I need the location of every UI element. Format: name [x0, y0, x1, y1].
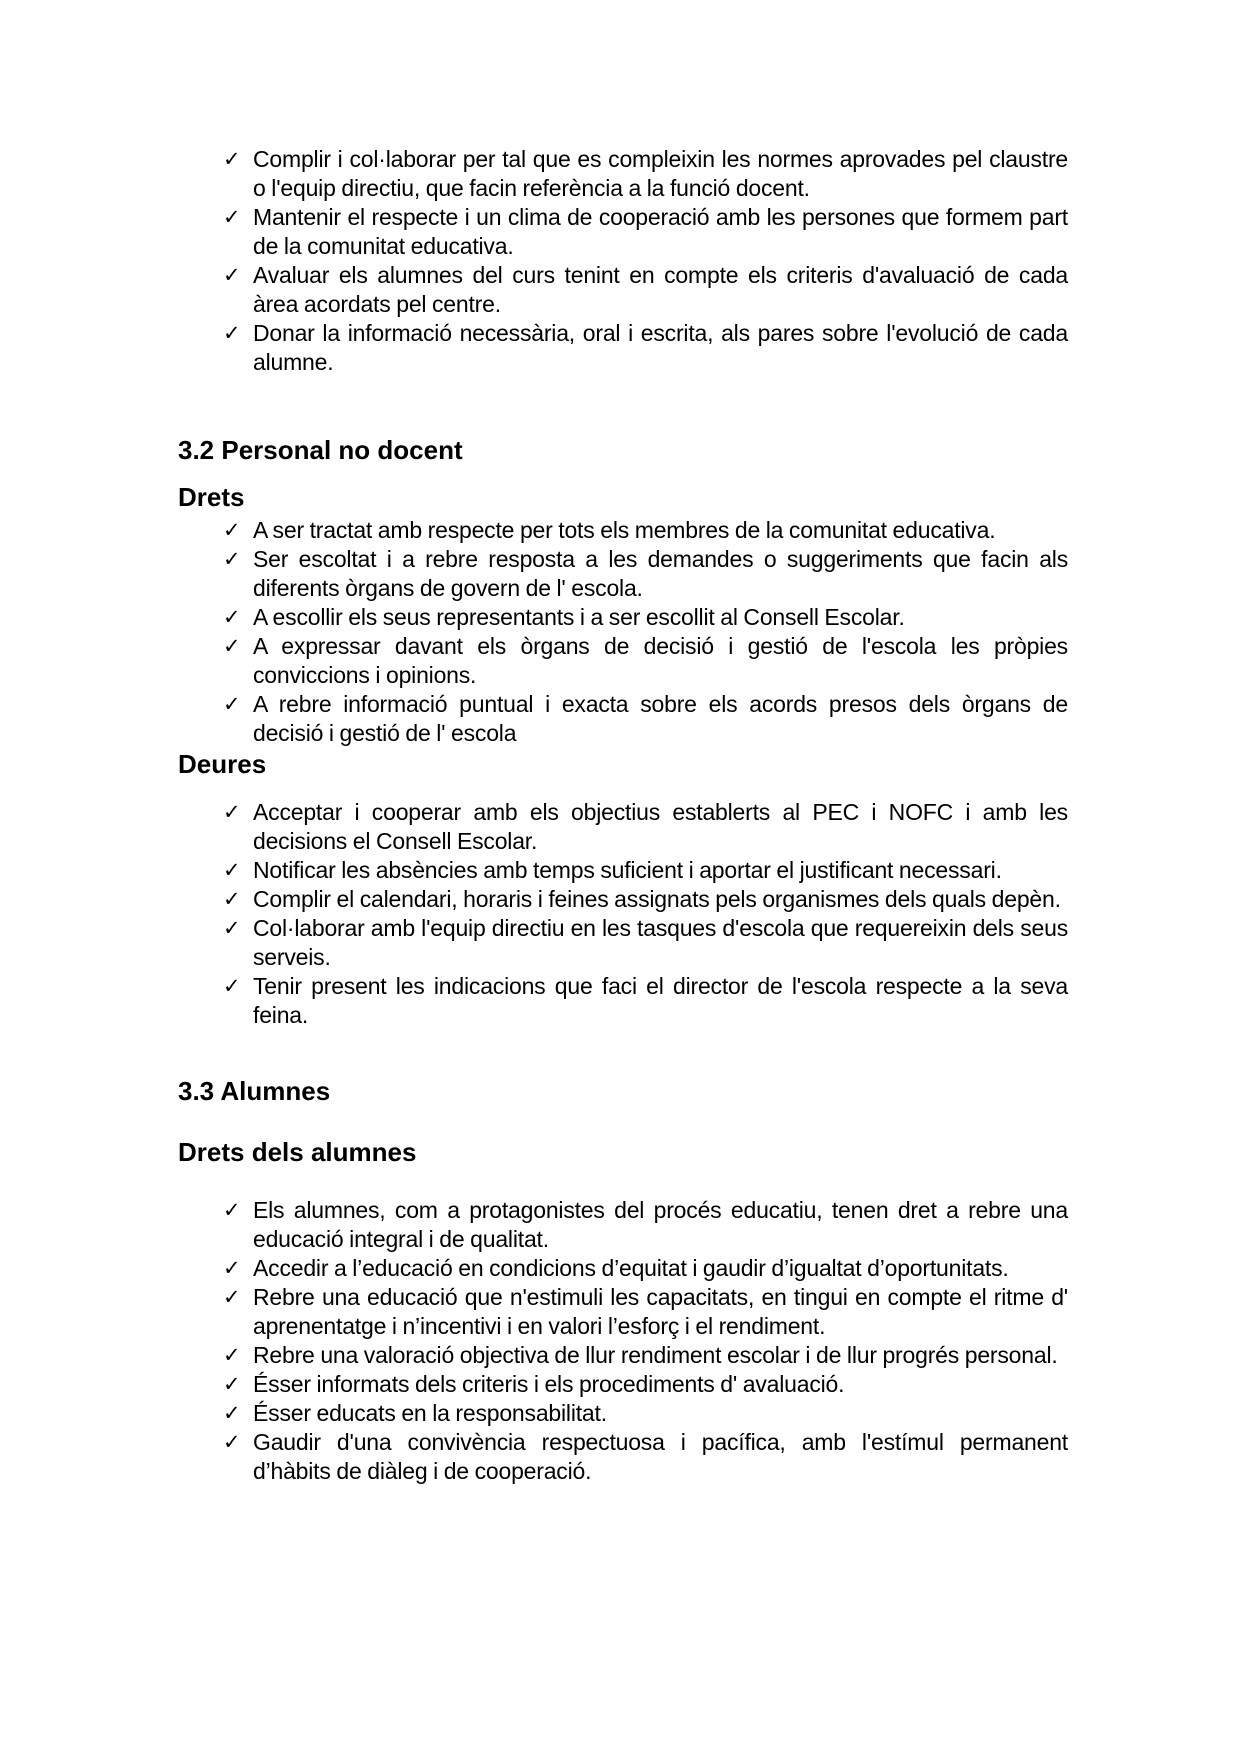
checkmark-icon: ✓ [223, 859, 241, 882]
checkmark-icon: ✓ [223, 1402, 241, 1425]
list-item-text: Notificar les absències amb temps suficient i aportar el justificant necessari. [253, 857, 1002, 883]
list-item [178, 972, 1068, 1030]
list-item-text: A escollir els seus representants i a ser escollit al Consell Escolar. [253, 604, 905, 630]
list-item-text: Complir el calendari, horaris i feines assignats pels organismes dels quals depèn. [253, 886, 1061, 912]
checkmark-icon: ✓ [223, 693, 241, 716]
checkmark-icon: ✓ [223, 975, 241, 998]
sub-heading: Drets [178, 482, 245, 512]
list-item [178, 632, 1068, 690]
list-item-text: Avaluar els alumnes del curs tenint en compte els criteris d'avaluació de cada àrea acordats pel centre. [253, 262, 1068, 317]
list-item-text: Ésser educats en la responsabilitat. [253, 1400, 607, 1426]
checkmark-icon: ✓ [223, 635, 241, 658]
checkmark-icon: ✓ [223, 801, 241, 824]
list-item [178, 1341, 1068, 1370]
checkmark-icon: ✓ [223, 1431, 241, 1454]
list-item [178, 914, 1068, 972]
list-item-text: Tenir present les indicacions que faci el director de l'escola respecte a la seva feina. [253, 973, 1068, 1028]
list-item [178, 516, 1068, 545]
list-item [178, 1196, 1068, 1254]
list-item-text: Rebre una valoració objectiva de llur rendiment escolar i de llur progrés personal. [253, 1342, 1058, 1368]
checkmark-icon: ✓ [223, 917, 241, 940]
checkmark-icon: ✓ [223, 519, 241, 542]
list-item-text: Rebre una educació que n'estimuli les capacitats, en tingui en compte el ritme d' aprenentatge i n’incentivi i en valori l’esforç i el rendiment. [253, 1284, 1068, 1339]
list-item-text: A expressar davant els òrgans de decisió i gestió de l'escola les pròpies conviccions i opinions. [253, 633, 1068, 688]
list-item [178, 1370, 1068, 1399]
list-item-text: A ser tractat amb respecte per tots els membres de la comunitat educativa. [253, 517, 996, 543]
checkmark-icon: ✓ [223, 264, 241, 287]
checkmark-icon: ✓ [223, 206, 241, 229]
list-item [178, 1283, 1068, 1341]
list-item [178, 261, 1068, 319]
section-heading: 3.2 Personal no docent [178, 435, 463, 465]
list-item-text: Els alumnes, com a protagonistes del procés educatiu, tenen dret a rebre una educació integral i de qualitat. [253, 1197, 1068, 1252]
checkmark-icon: ✓ [223, 322, 241, 345]
checkmark-icon: ✓ [223, 888, 241, 911]
checkmark-icon: ✓ [223, 606, 241, 629]
list-item [178, 603, 1068, 632]
list-item-text: Donar la informació necessària, oral i escrita, als pares sobre l'evolució de cada alumne. [253, 320, 1068, 375]
sub-heading: Deures [178, 749, 267, 779]
section-heading: 3.3 Alumnes [178, 1076, 331, 1106]
check-list [178, 798, 1068, 1030]
list-item [178, 319, 1068, 377]
list-item-text: Mantenir el respecte i un clima de cooperació amb les persones que formem part de la comunitat educativa. [253, 204, 1068, 259]
sub-heading: Drets dels alumnes [178, 1137, 417, 1167]
list-item [178, 856, 1068, 885]
list-item [178, 885, 1068, 914]
list-item-text: Ser escoltat i a rebre resposta a les demandes o suggeriments que facin als diferents òrgans de govern de l' escola. [253, 546, 1068, 601]
list-item [178, 545, 1068, 603]
list-item [178, 145, 1068, 203]
list-item-text: Gaudir d'una convivència respectuosa i pacífica, amb l'estímul permanent d’hàbits de diàleg i de cooperació. [253, 1429, 1068, 1484]
checkmark-icon: ✓ [223, 1286, 241, 1309]
list-item-text: Accedir a l’educació en condicions d’equitat i gaudir d’igualtat d’oportunitats. [253, 1255, 1009, 1281]
check-list [178, 516, 1068, 748]
list-item [178, 1399, 1068, 1428]
list-item [178, 1254, 1068, 1283]
checkmark-icon: ✓ [223, 148, 241, 171]
list-item [178, 1428, 1068, 1486]
list-item-text: Col·laborar amb l'equip directiu en les tasques d'escola que requereixin dels seus serveis. [253, 915, 1068, 970]
list-item-text: A rebre informació puntual i exacta sobre els acords presos dels òrgans de decisió i gestió de l' escola [253, 691, 1068, 746]
checkmark-icon: ✓ [223, 1257, 241, 1280]
checkmark-icon: ✓ [223, 1344, 241, 1367]
list-item-text: Acceptar i cooperar amb els objectius establerts al PEC i NOFC i amb les decisions el Consell Escolar. [253, 799, 1068, 854]
list-item [178, 798, 1068, 856]
list-item-text: Complir i col·laborar per tal que es compleixin les normes aprovades pel claustre o l'equip directiu, que facin referència a la funció docent. [253, 146, 1068, 201]
checkmark-icon: ✓ [223, 1373, 241, 1396]
list-item [178, 203, 1068, 261]
check-list [178, 1196, 1068, 1486]
list-item [178, 690, 1068, 748]
check-list [178, 145, 1068, 377]
checkmark-icon: ✓ [223, 1199, 241, 1222]
list-item-text: Ésser informats dels criteris i els procediments d' avaluació. [253, 1371, 845, 1397]
checkmark-icon: ✓ [223, 548, 241, 571]
